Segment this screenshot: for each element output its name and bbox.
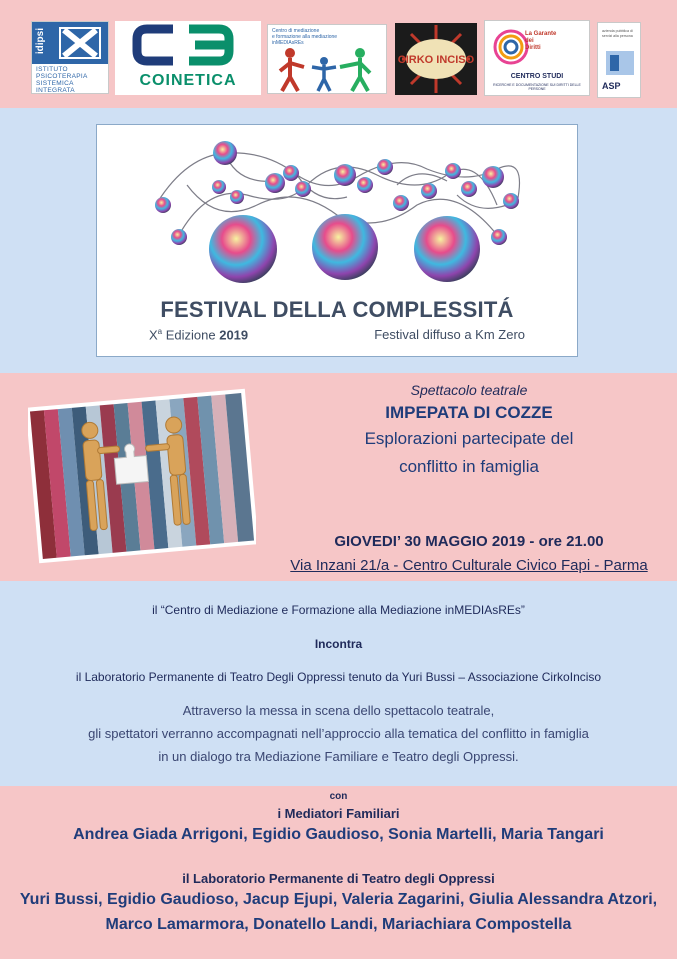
asp-word: ASP [602, 81, 621, 91]
centro-caption-1: Centro di mediazione [272, 28, 320, 34]
idipsi-line-1: ISTITUTO [36, 66, 68, 73]
festival-km-zero: Festival diffuso a Km Zero [374, 327, 525, 342]
people-band [0, 786, 677, 959]
mediatori-names: Andrea Giada Arrigoni, Egidio Gaudioso, Sonia Martelli, Maria Tangari [73, 826, 604, 843]
show-subtitle-line-1: Esplorazioni partecipate del [364, 429, 574, 448]
description-line-2: Incontra [314, 637, 363, 651]
idipsi-line-2: PSICOTERAPIA [36, 73, 88, 80]
festival-edition [149, 327, 248, 342]
garante-centro-studi-logo [484, 20, 590, 96]
centro-studi-under: RICERCHE E DOCUMENTAZIONE SUI DIRITTI DELLE PERSONE [493, 83, 581, 91]
coinetica-mark-icon [115, 21, 261, 77]
spettacolo-label: Spettacolo teatrale [410, 382, 528, 398]
logo-band [0, 0, 677, 108]
description-band [0, 581, 677, 786]
event-place: Via Inzani 21/a - Centro Culturale Civico Fapi - Parma [290, 557, 648, 574]
idipsi-line-3: SISTEMICA [36, 80, 74, 87]
edition-prefix: X [149, 327, 158, 343]
edition-sup: a [157, 327, 163, 336]
centro-caption-3: inMEDIAsREs [272, 40, 304, 46]
festival-title: FESTIVAL DELLA COMPLESSITÁ [160, 297, 514, 322]
mediatori-label: i Mediatori Familiari [277, 806, 400, 821]
family-figures-icon [268, 45, 386, 93]
puzzle-mannequins-photo [28, 388, 256, 565]
garante-line-2: dei [525, 38, 534, 44]
event-band [0, 373, 677, 581]
cirko-inciso-logo [395, 23, 477, 95]
garante-line-1: La Garante [525, 31, 557, 37]
centro-mediazione-logo [267, 24, 387, 94]
idipsi-x-icon [58, 26, 102, 60]
idipsi-logo [31, 21, 109, 94]
description-line-4: Attraverso la messa in scena dello spettacolo teatrale, [182, 703, 495, 718]
idipsi-word: idipsi [35, 28, 46, 55]
centro-caption-2: e formazione alla mediazione [272, 34, 338, 40]
event-date: GIOVEDI’ 30 MAGGIO 2019 - ore 21.00 [334, 533, 604, 550]
laboratorio-names-line-1: Yuri Bussi, Egidio Gaudioso, Jacup Ejupi, Valeria Zagarini, Giulia Alessandra Atzori, [19, 891, 658, 908]
show-subtitle-line-2: conflitto in famiglia [399, 457, 539, 476]
description-line-6: in un dialogo tra Mediazione Familiare e Teatro degli Oppressi. [158, 749, 519, 764]
coinetica-logo [115, 21, 261, 95]
description-line-3: il Laboratorio Permanente di Teatro Degli Oppressi tenuto da Yuri Bussi – Associazione CirkoInciso [75, 670, 602, 684]
garante-line-3: Diritti [525, 45, 541, 51]
description-line-1: il “Centro di Mediazione e Formazione alla Mediazione inMEDIAsREs” [152, 603, 525, 617]
edition-text: Edizione [162, 327, 220, 343]
asp-small-text: azienda pubblica di servizi alla persona [602, 29, 633, 38]
cirko-word: CIRKO INCISO [397, 54, 475, 66]
description-line-5: gli spettatori verranno accompagnati nell’approccio alla tematica del conflitto in famiglia [88, 726, 589, 741]
idipsi-line-4: INTEGRATA [36, 87, 75, 94]
garante-rings-icon [489, 25, 529, 71]
show-title: IMPEPATA DI COZZE [385, 403, 553, 422]
laboratorio-label: il Laboratorio Permanente di Teatro degli Oppressi [182, 871, 495, 886]
laboratorio-names-line-2: Marco Lamarmora, Donatello Landi, Mariachiara Compostella [105, 916, 572, 933]
asp-mark-icon [598, 47, 641, 77]
festival-spheres-illustration [97, 125, 577, 293]
centro-studi-label: CENTRO STUDI [510, 73, 564, 80]
cirko-burst-icon [395, 23, 477, 95]
coinetica-word: COINETICA [139, 72, 237, 89]
asp-logo [597, 22, 641, 98]
con-label: con [329, 791, 348, 802]
edition-year: 2019 [219, 327, 249, 343]
festival-band [0, 108, 677, 373]
festival-banner [96, 124, 578, 357]
